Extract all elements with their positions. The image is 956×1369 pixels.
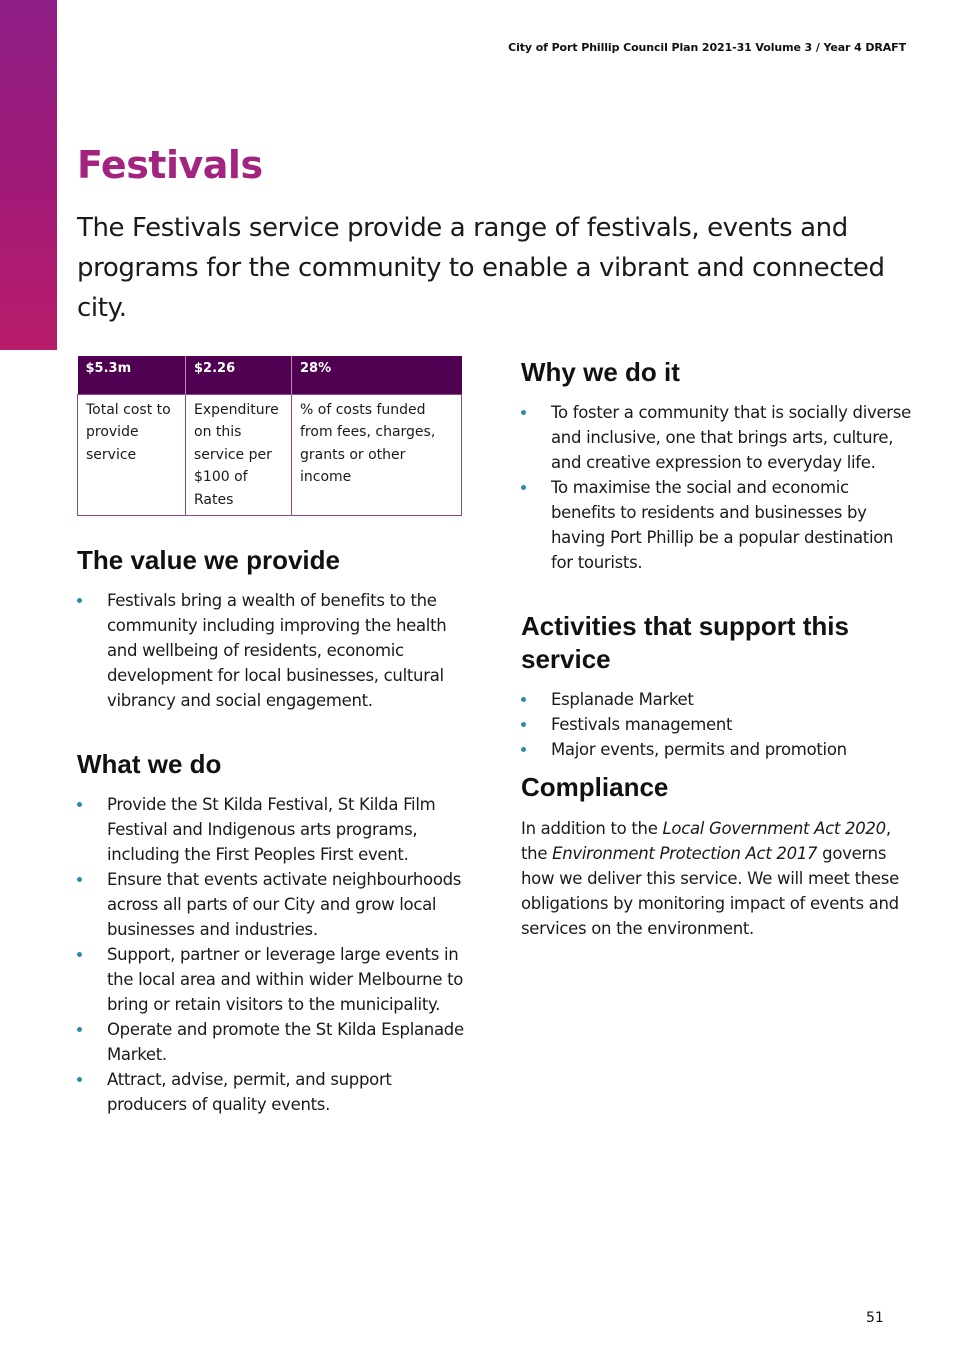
compliance-text-part: , the	[521, 819, 891, 863]
page-title: Festivals	[77, 143, 263, 187]
bullet-icon	[77, 1027, 82, 1032]
why-heading: Why we do it	[521, 357, 680, 387]
compliance-text-part: In addition to the	[521, 819, 663, 838]
kpi-header-cell: $5.3m	[78, 356, 186, 394]
bullet-icon	[521, 410, 526, 415]
bullet-icon	[77, 802, 82, 807]
list-item-text: Festivals bring a wealth of benefits to the community including improving the health and wellbeing of residents, economic development for local businesses, cultural vibrancy and social engagement.	[107, 591, 447, 710]
list-item-text: To foster a community that is socially diverse and inclusive, one that brings arts, culture, and creative expression to everyday life.	[551, 403, 911, 472]
compliance-heading: Compliance	[521, 772, 669, 802]
kpi-table	[77, 356, 462, 516]
what-heading: What we do	[77, 749, 222, 779]
bullet-icon	[521, 747, 526, 752]
list-item	[77, 867, 469, 942]
bullet-icon	[521, 485, 526, 490]
bullet-icon	[521, 697, 526, 702]
list-item	[77, 588, 469, 713]
bullet-icon	[77, 1077, 82, 1082]
kpi-header-row	[78, 356, 462, 394]
bullet-icon	[521, 722, 526, 727]
value-list	[77, 588, 469, 713]
compliance-paragraph	[521, 816, 911, 941]
page-number: 51	[866, 1310, 884, 1326]
list-item	[521, 737, 911, 762]
bullet-icon	[77, 877, 82, 882]
list-item	[521, 687, 911, 712]
list-item-text: Operate and promote the St Kilda Esplanade Market.	[107, 1020, 464, 1064]
act-name: Local Government Act 2020	[662, 819, 886, 838]
bullet-icon	[77, 598, 82, 603]
kpi-cell: % of costs funded from fees, charges, grants or other income	[292, 394, 462, 516]
list-item-text: Support, partner or leverage large events in the local area and within wider Melbourne to bring or retain visitors to the municipality.	[107, 945, 464, 1014]
side-color-band	[0, 0, 57, 350]
what-list	[77, 792, 469, 1117]
bullet-icon	[77, 952, 82, 957]
kpi-description-row	[78, 394, 462, 516]
activities-list	[521, 687, 911, 762]
act-name: Environment Protection Act 2017	[552, 844, 818, 863]
list-item-text: Ensure that events activate neighbourhoods across all parts of our City and grow local businesses and industries.	[107, 870, 462, 939]
list-item-text: Provide the St Kilda Festival, St Kilda Film Festival and Indigenous arts programs, including the First Peoples First event.	[107, 795, 436, 864]
list-item-text: To maximise the social and economic benefits to residents and businesses by having Port Phillip be a popular destination for tourists.	[551, 478, 894, 572]
compliance-text-part: governs how we deliver this service. We will meet these obligations by monitoring impact of events and services on the environment.	[521, 844, 899, 938]
list-item-text: Esplanade Market	[551, 690, 694, 709]
kpi-cell: Expenditure on this service per $100 of Rates	[186, 394, 292, 516]
value-heading: The value we provide	[77, 545, 340, 575]
running-header: City of Port Phillip Council Plan 2021-31 Volume 3 / Year 4 DRAFT	[508, 41, 906, 54]
list-item-text: Attract, advise, permit, and support producers of quality events.	[107, 1070, 392, 1114]
list-item-text: Festivals management	[551, 715, 733, 734]
kpi-cell: Total cost to provide service	[78, 394, 186, 516]
list-item	[521, 400, 911, 475]
intro-paragraph: The Festivals service provide a range of festivals, events and programs for the community to enable a vibrant and connected city.	[77, 213, 885, 323]
activities-heading: Activities that support this service	[521, 611, 849, 674]
list-item	[521, 712, 911, 737]
kpi-header-cell: $2.26	[186, 356, 292, 394]
list-item-text: Major events, permits and promotion	[551, 740, 847, 759]
list-item	[77, 792, 469, 867]
list-item	[77, 1067, 469, 1117]
list-item	[77, 942, 469, 1017]
kpi-header-cell: 28%	[292, 356, 462, 394]
list-item	[77, 1017, 469, 1067]
why-list	[521, 400, 911, 575]
list-item	[521, 475, 911, 575]
